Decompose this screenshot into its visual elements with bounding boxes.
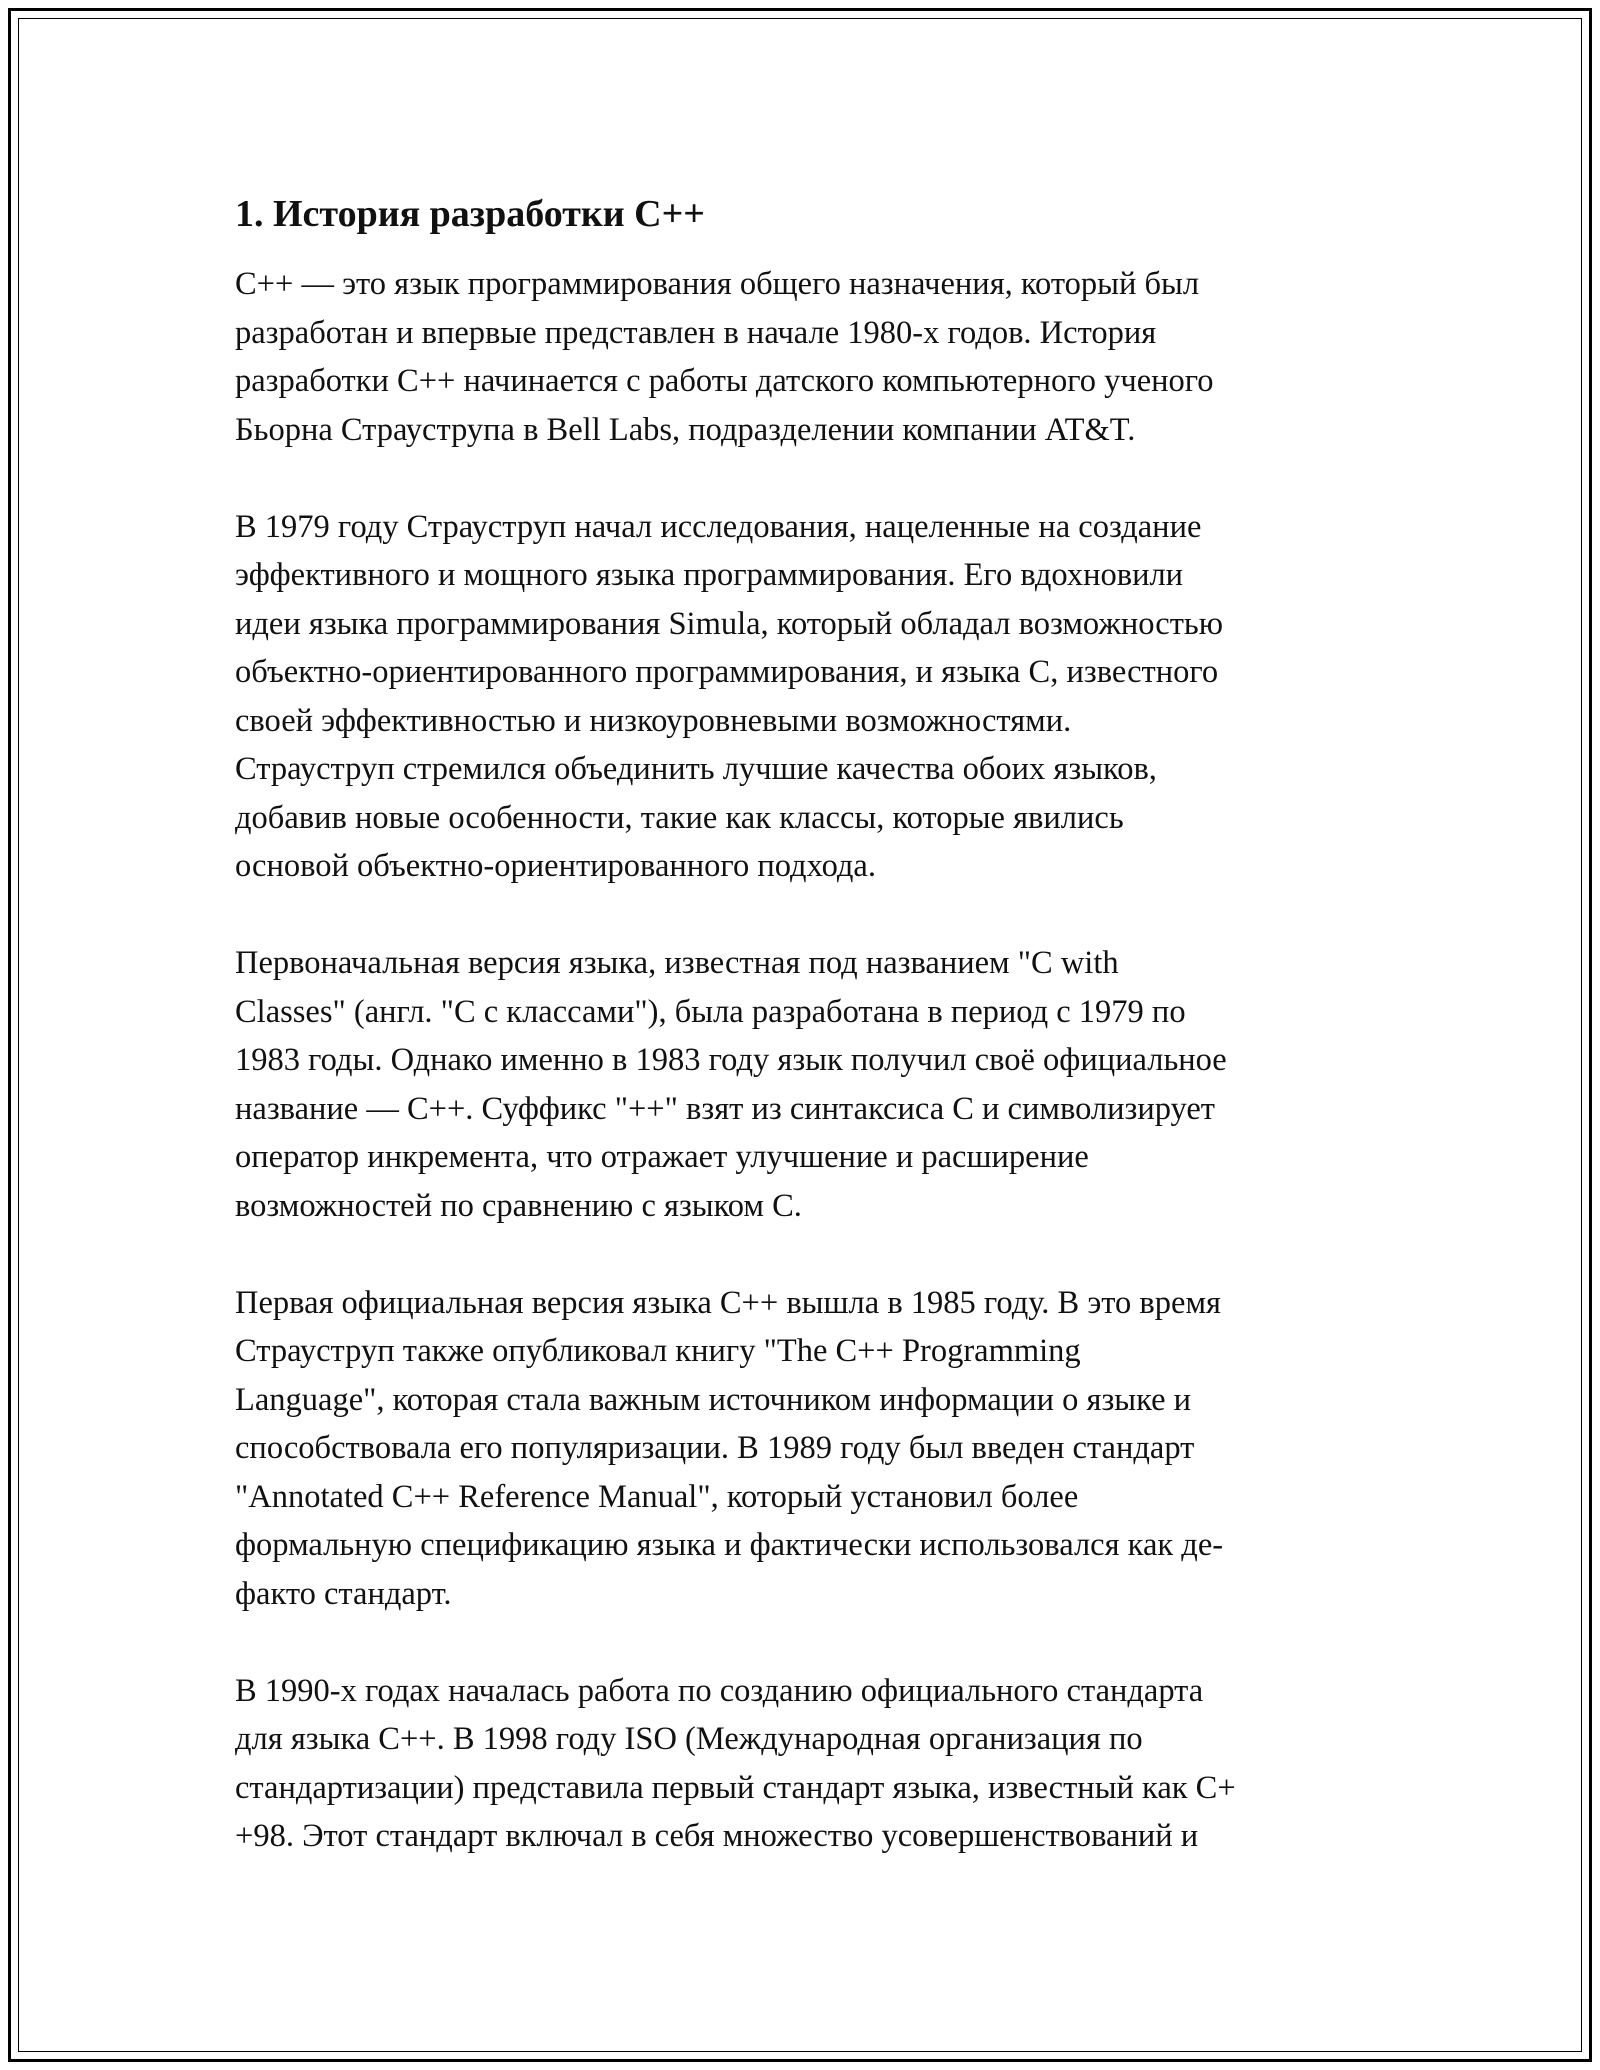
paragraph-3: Первоначальная версия языка, известная под названием "C with Classes" (англ. "C с классами"), была разработана в период с 1979 по 1983 годы. Однако именно в 1983 году язык получил своё официальное название — C++. Суффикс "++" взят из синтаксиса C и символизирует оператор инкремента, что отражает улучшение и расширение возможностей по сравнению с языком C. [235, 945, 1227, 1224]
document-body [235, 190, 1370, 1861]
paragraph-5: В 1990-х годах началась работа по созданию официального стандарта для языка C++. В 1998 году ISO (Международная организация по стандартизации) представила первый стандарт языка, известный как C+ +98. Этот стандарт включал в себя множество усовершенствований и [235, 1672, 1236, 1854]
paragraph-4: Первая официальная версия языка C++ вышла в 1985 году. В это время Страуструп также опубликовал книгу "The C++ Programming Language", которая стала важным источником информации о языке и способствовала его популяризации. В 1989 году был введен стандарт "Annotated C++ Reference Manual", который установил более формальную спецификацию языка и фактически использовался как де- факто стандарт. [235, 1284, 1224, 1612]
paragraph-1: C++ — это язык программирования общего назначения, который был разработан и впервые представлен в начале 1980-х годов. История разработки C++ начинается с работы датского компьютерного ученого Бьорна Страуструпа в Bell Labs, подразделении компании AT&T. [235, 266, 1214, 448]
paragraph-2: В 1979 году Страуструп начал исследования, нацеленные на создание эффективного и мощного языка программирования. Его вдохновили идеи языка программирования Simula, который обладал возможностью объектно-ориентированного программирования, и языка C, известного своей эффективностью и низкоуровневыми возможностями. Страуструп стремился объединить лучшие качества обоих языков, добавив новые особенности, такие как классы, которые явились основой объектно-ориентированного подхода. [235, 508, 1223, 884]
section-heading: 1. История разработки C++ [235, 193, 705, 235]
